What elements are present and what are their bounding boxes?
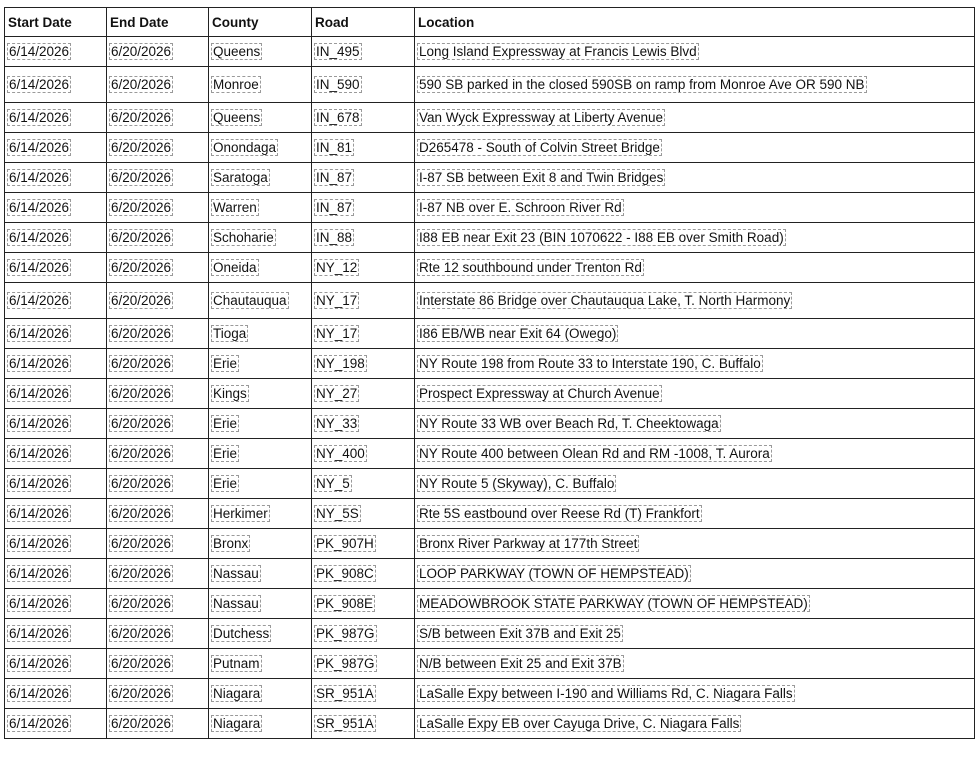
cell-location-text: Long Island Expressway at Francis Lewis Blvd [419, 44, 697, 59]
cell-start-date-text: 6/14/2026 [9, 596, 70, 611]
cell-road-text: PK_907H [316, 536, 374, 551]
cell-road [312, 379, 415, 409]
cell-start-date-text: 6/14/2026 [9, 686, 70, 701]
cell-location-text: LaSalle Expy EB over Cayuga Drive, C. Niagara Falls [419, 716, 740, 731]
cell-road [312, 679, 415, 709]
header-start-date: Start Date [5, 8, 107, 37]
cell-end-date [107, 223, 209, 253]
cell-end-date [107, 163, 209, 193]
cell-start-date [5, 223, 107, 253]
cell-county [209, 319, 312, 349]
cell-start-date [5, 499, 107, 529]
cell-county [209, 619, 312, 649]
cell-county-text: Oneida [213, 260, 257, 275]
cell-end-date-text: 6/20/2026 [111, 566, 172, 581]
table-row [5, 349, 975, 379]
cell-start-date [5, 133, 107, 163]
cell-location-text: Interstate 86 Bridge over Chautauqua Lake, T. North Harmony [419, 293, 791, 308]
table-row [5, 529, 975, 559]
cell-start-date [5, 163, 107, 193]
cell-end-date-text: 6/20/2026 [111, 44, 172, 59]
cell-end-date [107, 193, 209, 223]
cell-road-text: NY_17 [316, 326, 358, 341]
cell-location [415, 409, 975, 439]
cell-county-text: Queens [213, 44, 261, 59]
cell-location [415, 319, 975, 349]
cell-location-text: Rte 12 southbound under Trenton Rd [419, 260, 642, 275]
cell-county [209, 649, 312, 679]
cell-road [312, 409, 415, 439]
header-row [5, 8, 975, 37]
cell-county-text: Chautauqua [213, 293, 287, 308]
cell-road-text: IN_495 [316, 44, 360, 59]
cell-county [209, 709, 312, 739]
cell-start-date-text: 6/14/2026 [9, 656, 70, 671]
cell-road-text: IN_590 [316, 77, 360, 92]
cell-county-text: Onondaga [213, 140, 277, 155]
cell-county-text: Niagara [213, 686, 261, 701]
cell-end-date [107, 283, 209, 319]
cell-end-date [107, 619, 209, 649]
cell-county-text: Dutchess [213, 626, 270, 641]
cell-county [209, 283, 312, 319]
cell-location [415, 223, 975, 253]
cell-county-text: Nassau [213, 566, 259, 581]
cell-start-date-text: 6/14/2026 [9, 293, 70, 308]
cell-start-date [5, 193, 107, 223]
cell-end-date-text: 6/20/2026 [111, 326, 172, 341]
table-row [5, 103, 975, 133]
cell-road [312, 163, 415, 193]
cell-end-date-text: 6/20/2026 [111, 77, 172, 92]
cell-start-date [5, 103, 107, 133]
cell-location [415, 529, 975, 559]
cell-end-date-text: 6/20/2026 [111, 416, 172, 431]
cell-start-date-text: 6/14/2026 [9, 200, 70, 215]
cell-road-text: SR_951A [316, 716, 374, 731]
cell-end-date [107, 253, 209, 283]
cell-county [209, 679, 312, 709]
cell-county-text: Saratoga [213, 170, 268, 185]
table-row [5, 439, 975, 469]
cell-start-date [5, 409, 107, 439]
cell-road [312, 469, 415, 499]
table-row [5, 223, 975, 253]
cell-county-text: Queens [213, 110, 261, 125]
cell-location-text: NY Route 198 from Route 33 to Interstate 190, C. Buffalo [419, 356, 761, 371]
cell-county-text: Putnam [213, 656, 260, 671]
cell-location-text: MEADOWBROOK STATE PARKWAY (TOWN OF HEMPSTEAD) [419, 596, 808, 611]
cell-location-text: LOOP PARKWAY (TOWN OF HEMPSTEAD) [419, 566, 689, 581]
cell-location-text: 590 SB parked in the closed 590SB on ramp from Monroe Ave OR 590 NB [419, 77, 865, 92]
cell-start-date-text: 6/14/2026 [9, 386, 70, 401]
cell-road [312, 499, 415, 529]
cell-location [415, 589, 975, 619]
table-row [5, 379, 975, 409]
cell-end-date-text: 6/20/2026 [111, 506, 172, 521]
cell-start-date-text: 6/14/2026 [9, 566, 70, 581]
cell-end-date [107, 67, 209, 103]
cell-county-text: Kings [213, 386, 247, 401]
cell-end-date-text: 6/20/2026 [111, 356, 172, 371]
cell-start-date-text: 6/14/2026 [9, 77, 70, 92]
cell-county [209, 163, 312, 193]
table-row [5, 133, 975, 163]
table-row [5, 409, 975, 439]
cell-end-date-text: 6/20/2026 [111, 230, 172, 245]
cell-road-text: NY_27 [316, 386, 358, 401]
cell-county-text: Monroe [213, 77, 259, 92]
cell-start-date [5, 679, 107, 709]
cell-end-date [107, 589, 209, 619]
cell-start-date-text: 6/14/2026 [9, 416, 70, 431]
cell-county [209, 409, 312, 439]
cell-county-text: Nassau [213, 596, 259, 611]
cell-start-date [5, 349, 107, 379]
cell-location [415, 679, 975, 709]
cell-start-date [5, 469, 107, 499]
cell-start-date [5, 67, 107, 103]
cell-end-date [107, 409, 209, 439]
cell-road [312, 439, 415, 469]
cell-location-text: Prospect Expressway at Church Avenue [419, 386, 660, 401]
cell-location-text: Rte 5S eastbound over Reese Rd (T) Frankfort [419, 506, 700, 521]
cell-end-date-text: 6/20/2026 [111, 716, 172, 731]
cell-road [312, 529, 415, 559]
table-row [5, 319, 975, 349]
table-row [5, 499, 975, 529]
cell-end-date [107, 649, 209, 679]
cell-county [209, 253, 312, 283]
cell-start-date-text: 6/14/2026 [9, 476, 70, 491]
cell-county [209, 223, 312, 253]
cell-start-date-text: 6/14/2026 [9, 110, 70, 125]
cell-end-date-text: 6/20/2026 [111, 170, 172, 185]
cell-location [415, 193, 975, 223]
cell-road-text: PK_987G [316, 626, 375, 641]
cell-start-date [5, 319, 107, 349]
cell-start-date [5, 709, 107, 739]
cell-road [312, 709, 415, 739]
cell-road [312, 67, 415, 103]
cell-location [415, 103, 975, 133]
cell-end-date [107, 103, 209, 133]
header-county: County [209, 8, 312, 37]
cell-road-text: NY_17 [316, 293, 358, 308]
closures-table-container [4, 7, 975, 739]
cell-road [312, 103, 415, 133]
cell-road-text: NY_33 [316, 416, 358, 431]
cell-road-text: NY_5 [316, 476, 350, 491]
cell-road-text: IN_88 [316, 230, 353, 245]
cell-start-date [5, 37, 107, 67]
cell-start-date-text: 6/14/2026 [9, 536, 70, 551]
cell-location-text: I-87 SB between Exit 8 and Twin Bridges [419, 170, 664, 185]
table-row [5, 469, 975, 499]
cell-county [209, 193, 312, 223]
table-row [5, 709, 975, 739]
cell-road-text: NY_400 [316, 446, 365, 461]
cell-start-date [5, 619, 107, 649]
cell-county-text: Warren [213, 200, 257, 215]
cell-road-text: SR_951A [316, 686, 374, 701]
header-end-date: End Date [107, 8, 209, 37]
cell-road-text: IN_87 [316, 200, 353, 215]
cell-start-date [5, 559, 107, 589]
cell-location [415, 469, 975, 499]
cell-county [209, 469, 312, 499]
cell-end-date [107, 349, 209, 379]
cell-county [209, 559, 312, 589]
cell-county [209, 37, 312, 67]
table-body [5, 37, 975, 739]
cell-county-text: Erie [213, 476, 238, 491]
cell-location-text: D265478 - South of Colvin Street Bridge [419, 140, 660, 155]
header-road: Road [312, 8, 415, 37]
cell-road-text: IN_678 [316, 110, 360, 125]
cell-location [415, 283, 975, 319]
cell-start-date-text: 6/14/2026 [9, 140, 70, 155]
cell-road [312, 649, 415, 679]
table-row [5, 559, 975, 589]
cell-end-date-text: 6/20/2026 [111, 476, 172, 491]
table-row [5, 253, 975, 283]
cell-road-text: PK_908E [316, 596, 374, 611]
cell-county [209, 439, 312, 469]
cell-road-text: NY_5S [316, 506, 359, 521]
header-location: Location [415, 8, 975, 37]
cell-location-text: NY Route 400 between Olean Rd and RM -1008, T. Aurora [419, 446, 770, 461]
cell-start-date [5, 649, 107, 679]
cell-road-text: IN_87 [316, 170, 353, 185]
cell-county-text: Niagara [213, 716, 261, 731]
cell-location [415, 439, 975, 469]
cell-county-text: Erie [213, 356, 238, 371]
cell-end-date-text: 6/20/2026 [111, 536, 172, 551]
cell-end-date-text: 6/20/2026 [111, 626, 172, 641]
table-row [5, 163, 975, 193]
table-row [5, 619, 975, 649]
cell-county [209, 379, 312, 409]
cell-road [312, 349, 415, 379]
table-row [5, 193, 975, 223]
cell-start-date [5, 439, 107, 469]
cell-road-text: NY_198 [316, 356, 365, 371]
cell-end-date-text: 6/20/2026 [111, 260, 172, 275]
cell-road-text: PK_908C [316, 566, 374, 581]
cell-road [312, 283, 415, 319]
cell-location [415, 133, 975, 163]
cell-road [312, 253, 415, 283]
table-row [5, 67, 975, 103]
cell-start-date-text: 6/14/2026 [9, 716, 70, 731]
cell-location-text: N/B between Exit 25 and Exit 37B [419, 656, 622, 671]
cell-end-date [107, 379, 209, 409]
cell-end-date-text: 6/20/2026 [111, 446, 172, 461]
cell-location [415, 37, 975, 67]
cell-start-date-text: 6/14/2026 [9, 626, 70, 641]
cell-county [209, 133, 312, 163]
cell-location [415, 619, 975, 649]
cell-start-date-text: 6/14/2026 [9, 446, 70, 461]
cell-end-date-text: 6/20/2026 [111, 200, 172, 215]
cell-county [209, 67, 312, 103]
cell-county-text: Bronx [213, 536, 249, 551]
cell-start-date-text: 6/14/2026 [9, 44, 70, 59]
cell-end-date [107, 319, 209, 349]
cell-road [312, 37, 415, 67]
cell-road-text: NY_12 [316, 260, 358, 275]
cell-location [415, 559, 975, 589]
cell-location-text: Bronx River Parkway at 177th Street [419, 536, 638, 551]
cell-location-text: S/B between Exit 37B and Exit 25 [419, 626, 621, 641]
cell-location-text: I-87 NB over E. Schroon River Rd [419, 200, 622, 215]
cell-start-date-text: 6/14/2026 [9, 230, 70, 245]
cell-county-text: Tioga [213, 326, 247, 341]
cell-start-date [5, 589, 107, 619]
cell-location [415, 709, 975, 739]
cell-county-text: Erie [213, 416, 238, 431]
table-row [5, 679, 975, 709]
cell-start-date-text: 6/14/2026 [9, 356, 70, 371]
cell-start-date-text: 6/14/2026 [9, 260, 70, 275]
cell-location [415, 649, 975, 679]
cell-county [209, 349, 312, 379]
cell-location [415, 67, 975, 103]
cell-road-text: IN_81 [316, 140, 353, 155]
cell-end-date [107, 679, 209, 709]
cell-road [312, 193, 415, 223]
table-row [5, 649, 975, 679]
cell-end-date [107, 439, 209, 469]
cell-county-text: Herkimer [213, 506, 268, 521]
cell-road [312, 619, 415, 649]
cell-end-date [107, 133, 209, 163]
cell-county [209, 529, 312, 559]
cell-start-date [5, 379, 107, 409]
cell-start-date-text: 6/14/2026 [9, 170, 70, 185]
cell-location [415, 379, 975, 409]
cell-end-date [107, 559, 209, 589]
cell-end-date-text: 6/20/2026 [111, 140, 172, 155]
cell-location [415, 253, 975, 283]
cell-end-date-text: 6/20/2026 [111, 110, 172, 125]
cell-location-text: I88 EB near Exit 23 (BIN 1070622 - I88 EB over Smith Road) [419, 230, 784, 245]
table-row [5, 283, 975, 319]
cell-end-date [107, 709, 209, 739]
cell-county [209, 589, 312, 619]
cell-end-date-text: 6/20/2026 [111, 293, 172, 308]
cell-location-text: Van Wyck Expressway at Liberty Avenue [419, 110, 663, 125]
cell-road [312, 319, 415, 349]
cell-end-date-text: 6/20/2026 [111, 686, 172, 701]
cell-location [415, 163, 975, 193]
cell-end-date-text: 6/20/2026 [111, 596, 172, 611]
table-row [5, 589, 975, 619]
cell-end-date [107, 499, 209, 529]
cell-county-text: Erie [213, 446, 238, 461]
cell-road [312, 559, 415, 589]
cell-start-date [5, 253, 107, 283]
cell-location-text: I86 EB/WB near Exit 64 (Owego) [419, 326, 617, 341]
cell-county [209, 499, 312, 529]
table-row [5, 37, 975, 67]
cell-end-date [107, 469, 209, 499]
cell-end-date [107, 529, 209, 559]
cell-road [312, 223, 415, 253]
cell-location-text: NY Route 5 (Skyway), C. Buffalo [419, 476, 615, 491]
cell-start-date [5, 529, 107, 559]
cell-location [415, 349, 975, 379]
cell-start-date-text: 6/14/2026 [9, 326, 70, 341]
cell-end-date-text: 6/20/2026 [111, 656, 172, 671]
cell-road [312, 133, 415, 163]
cell-road-text: PK_987G [316, 656, 375, 671]
cell-location-text: LaSalle Expy between I-190 and Williams Rd, C. Niagara Falls [419, 686, 793, 701]
cell-start-date [5, 283, 107, 319]
cell-county [209, 103, 312, 133]
cell-location-text: NY Route 33 WB over Beach Rd, T. Cheektowaga [419, 416, 719, 431]
cell-end-date-text: 6/20/2026 [111, 386, 172, 401]
cell-end-date [107, 37, 209, 67]
cell-county-text: Schoharie [213, 230, 274, 245]
cell-road [312, 589, 415, 619]
cell-location [415, 499, 975, 529]
road-closures-table [4, 7, 975, 739]
cell-start-date-text: 6/14/2026 [9, 506, 70, 521]
